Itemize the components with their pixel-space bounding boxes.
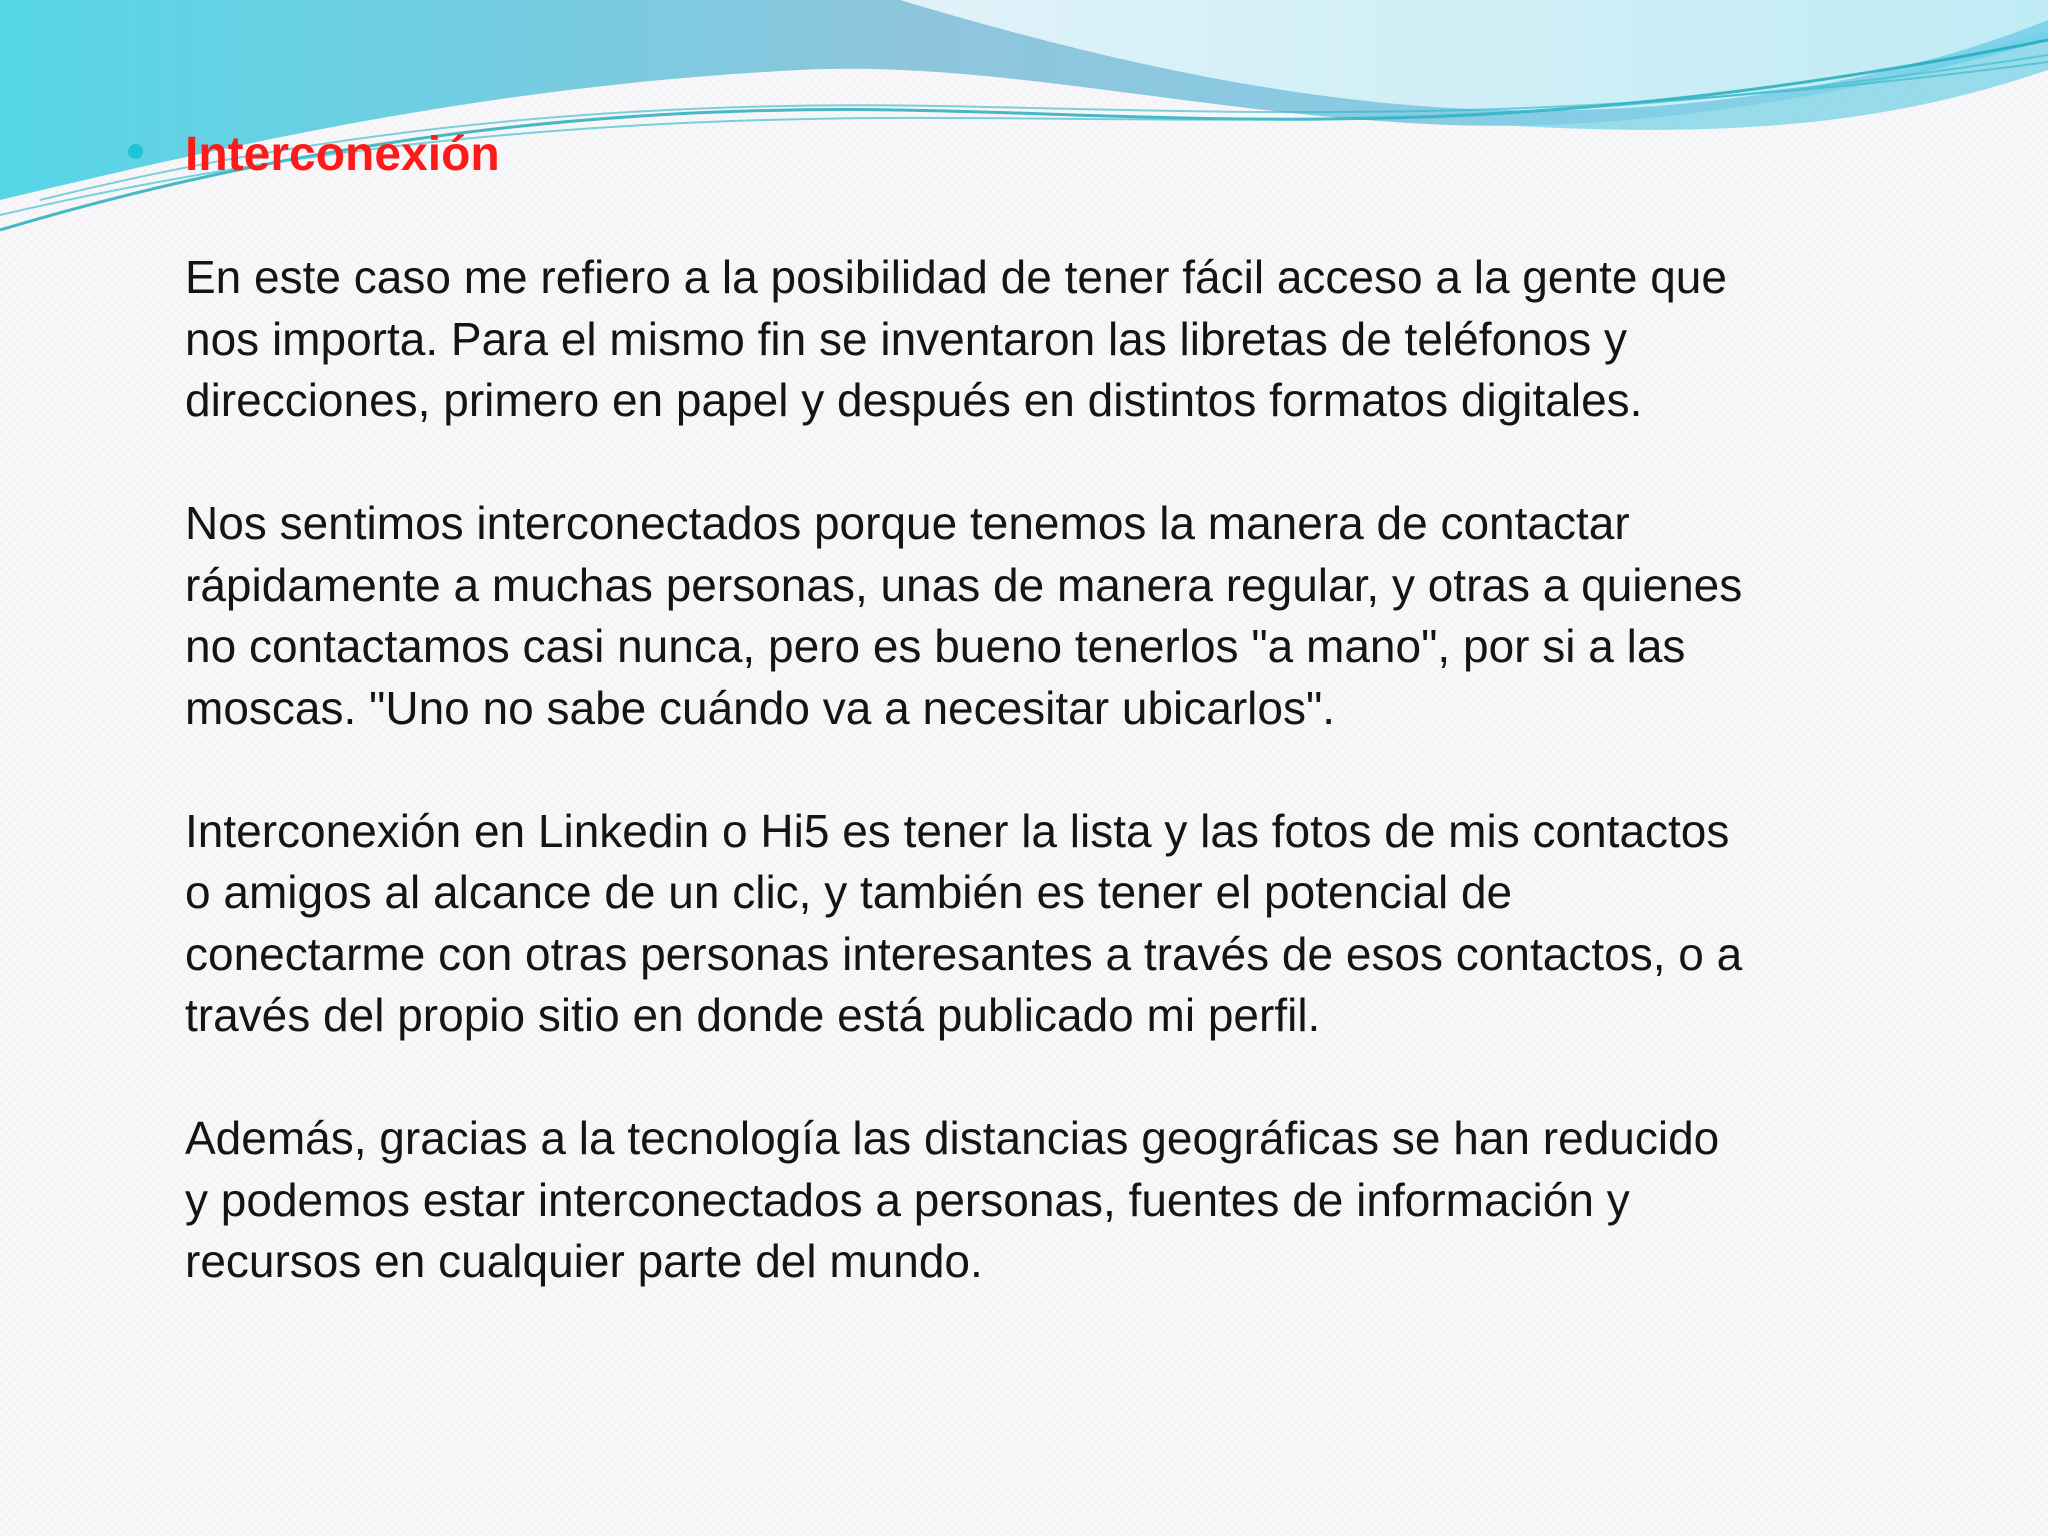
paragraph-line: Interconexión en Linkedin o Hi5 es tener la lista y las fotos de mis contactos bbox=[185, 804, 1730, 857]
slide-heading: Interconexión bbox=[185, 128, 500, 181]
paragraph-line: nos importa. Para el mismo fin se inventaron las libretas de teléfonos y bbox=[185, 312, 1628, 365]
paragraph-line: direcciones, primero en papel y después en distintos formatos digitales. bbox=[185, 374, 1643, 426]
paragraph-line: rápidamente a muchas personas, unas de manera regular, y otras a quienes bbox=[185, 558, 1743, 611]
paragraph-1 bbox=[185, 247, 1928, 432]
paragraph-line: Además, gracias a la tecnología las distancias geográficas se han reducido bbox=[185, 1112, 1720, 1164]
paragraph-line: o amigos al alcance de un clic, y también es tener el potencial de bbox=[185, 866, 1513, 918]
paragraph-line: y podemos estar interconectados a personas, fuentes de información y bbox=[185, 1173, 1630, 1226]
paragraph-2 bbox=[185, 493, 1928, 739]
paragraph-line: recursos en cualquier parte del mundo. bbox=[185, 1235, 983, 1287]
paragraph-4 bbox=[185, 1108, 1928, 1293]
paragraph-3 bbox=[185, 801, 1928, 1047]
paragraph-line: no contactamos casi nunca, pero es bueno tenerlos "a mano", por si a las bbox=[185, 620, 1686, 672]
paragraph-line: En este caso me refiero a la posibilidad de tener fácil acceso a la gente que bbox=[185, 251, 1727, 303]
paragraph-line: moscas. "Uno no sabe cuándo va a necesitar ubicarlos". bbox=[185, 681, 1336, 734]
bullet-dot-icon bbox=[128, 144, 143, 159]
slide-content bbox=[128, 125, 1928, 1293]
paragraph-line: través del propio sitio en donde está publicado mi perfil. bbox=[185, 989, 1321, 1041]
paragraph-line: conectarme con otras personas interesantes a través de esos contactos, o a bbox=[185, 927, 1743, 980]
paragraph-line: Nos sentimos interconectados porque tenemos la manera de contactar bbox=[185, 497, 1630, 549]
bullet-item bbox=[128, 125, 1928, 1293]
